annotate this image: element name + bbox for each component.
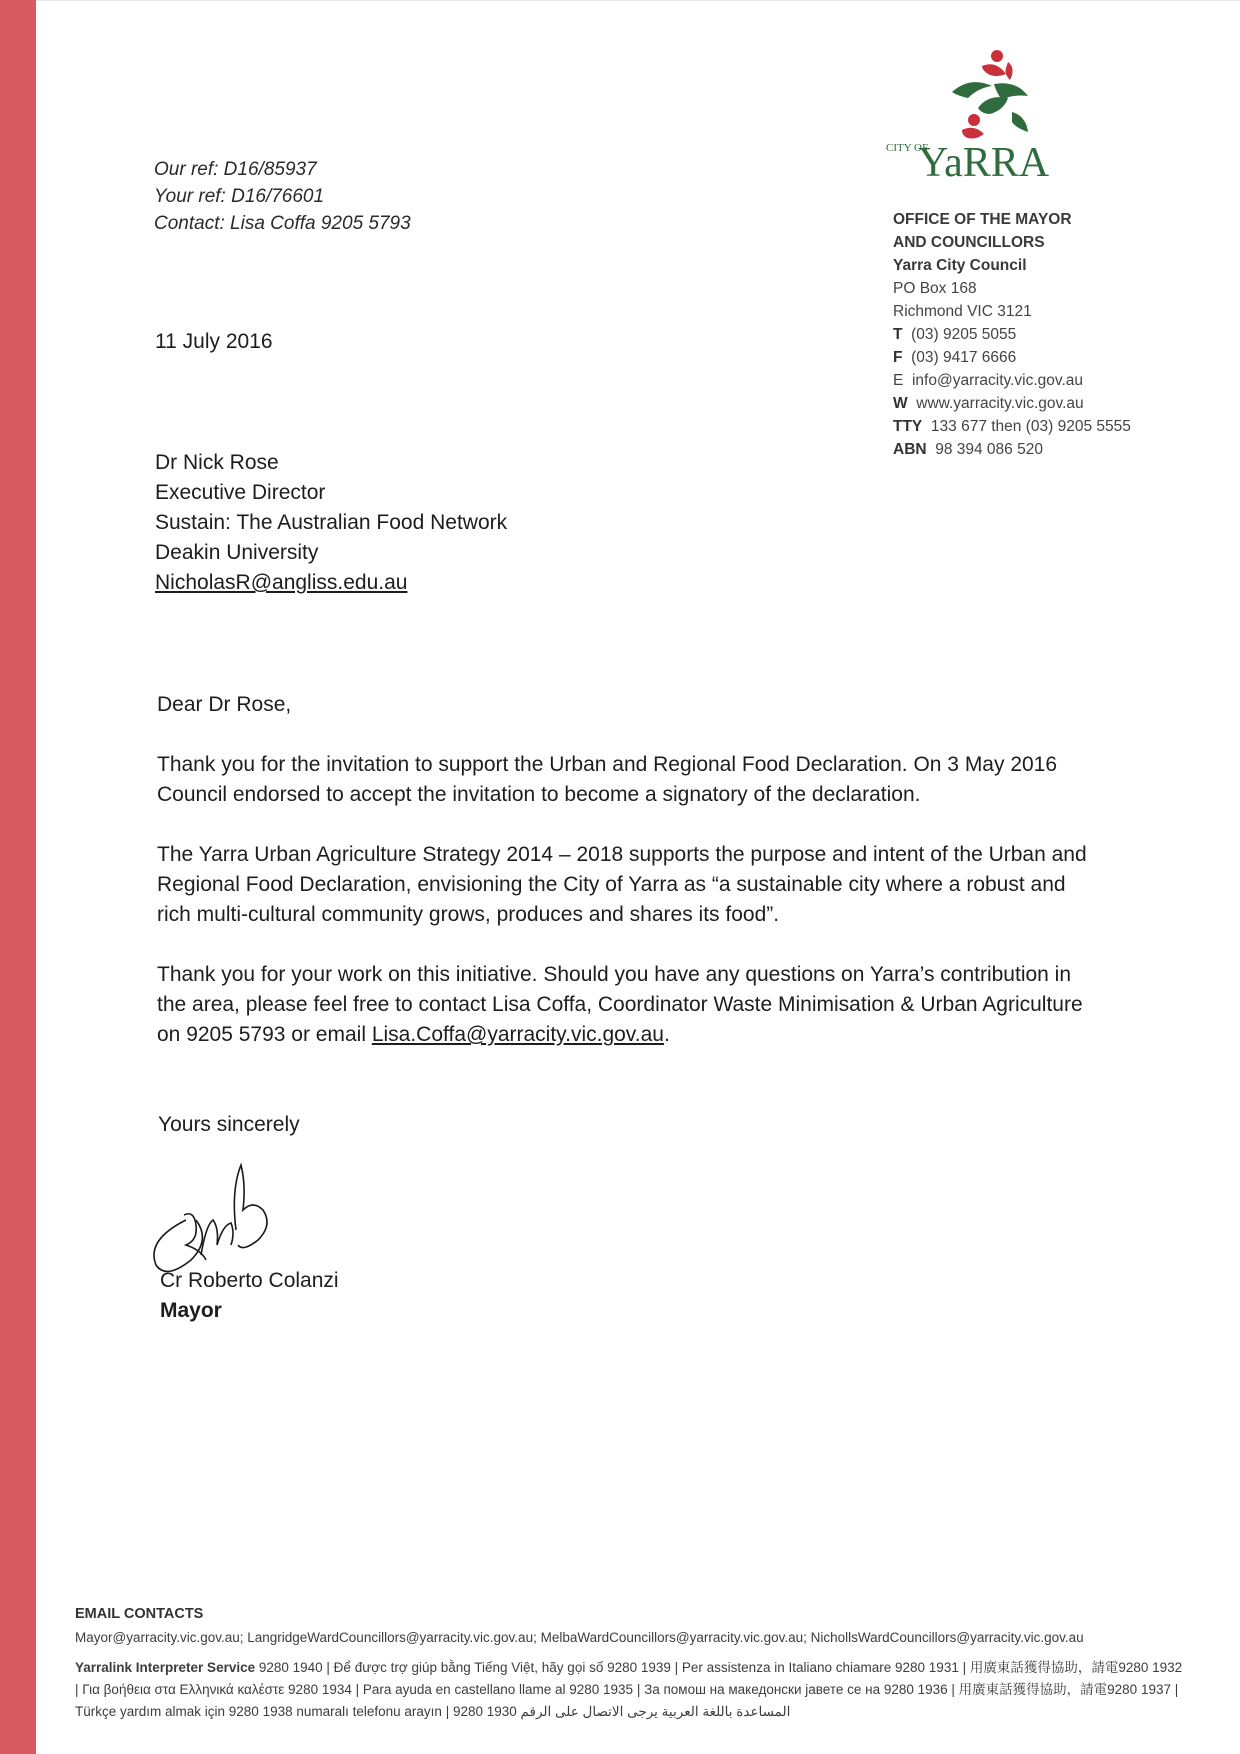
office-abn-row: ABN 98 394 086 520 [893, 441, 1043, 458]
recipient-email-link[interactable]: NicholasR@angliss.edu.au [155, 571, 408, 594]
signer-title: Mayor [160, 1299, 222, 1322]
signer-name: Cr Roberto Colanzi [160, 1269, 339, 1292]
office-abn: 98 394 086 520 [935, 441, 1043, 458]
letter-date: 11 July 2016 [155, 330, 273, 353]
logo-figures-icon [952, 50, 1028, 139]
recipient-block [155, 448, 507, 598]
city-of-yarra-logo [882, 48, 1062, 198]
page-top-edge [0, 0, 1240, 1]
office-tty: 133 677 then (03) 9205 5555 [930, 418, 1131, 435]
office-fax-row: F (03) 9417 6666 [893, 349, 1017, 366]
paragraph-3: Thank you for your work on this initiative. Should you have any questions on Yarra’s contribution in the area, please feel free to contact Lisa Coffa, Coordinator Waste Minimisation & Urban Agriculture on 9205 5793 or email Lisa.Coffa@yarracity.vic.gov.au. [157, 963, 1083, 1046]
letter-body [157, 690, 1087, 1080]
office-line-1: OFFICE OF THE MAYOR [893, 211, 1072, 228]
interpreter-label: Yarralink Interpreter Service [75, 1660, 256, 1675]
letterhead-red-bar [0, 0, 36, 1754]
office-phone-row: T (03) 9205 5055 [893, 326, 1017, 343]
reference-block [154, 156, 411, 237]
office-email-row: E info@yarracity.vic.gov.au [893, 372, 1084, 389]
office-council: Yarra City Council [893, 257, 1027, 274]
our-ref: Our ref: D16/85937 [154, 159, 317, 180]
office-address-block [893, 208, 1131, 461]
office-po-box: PO Box 168 [893, 280, 977, 297]
paragraph-3-text: Thank you for your work on this initiative. Should you have any questions on Yarra’s contribution in the area, please feel free to contact Lisa Coffa, Coordinator Waste Minimisation & Urban Agriculture on 9205 5793 or email [157, 963, 1083, 1046]
closing: Yours sincerely [158, 1113, 300, 1136]
footer-email-contacts: Mayor@yarracity.vic.gov.au; LangridgeWardCouncillors@yarracity.vic.gov.au; MelbaWardCouncillors@yarracity.vic.gov.au; NichollsWardCouncillors@yarracity.vic.gov.au [75, 1630, 1084, 1645]
office-phone: (03) 9205 5055 [911, 326, 1017, 343]
office-fax: (03) 9417 6666 [911, 349, 1017, 366]
paragraph-1: Thank you for the invitation to support the Urban and Regional Food Declaration. On 3 May 2016 Council endorsed to accept the invitation to become a signatory of the declaration. [157, 753, 1058, 806]
footer [75, 1603, 1185, 1723]
your-ref: Your ref: D16/76601 [154, 186, 325, 207]
interpreter-text: 9280 1940 | Để được trợ giúp bằng Tiếng Việt, hãy gọi số 9280 1939 | Per assistenza in Italiano chiamare 9280 1931 | 用廣東話獲得協助，請電9280 1932 | Για βοήθεια στα Ελληνικά καλέστε 9280 1934 | Para ayuda en castellano llame al 9280 1935 | За помош на македонски јавете се на 9280 1936 | 用廣東話獲得協助，請電9280 1937 | Türkçe yardım almak için 9280 1938 numaralı telefonu arayın | 9280 1930 المساعدة باللغة العربية يرجى الاتصال على الرقم [75, 1660, 1183, 1719]
office-web-row: W www.yarracity.vic.gov.au [893, 395, 1084, 412]
handwritten-signature [146, 1160, 306, 1275]
office-web[interactable]: www.yarracity.vic.gov.au [916, 395, 1084, 412]
logo-yarra: YaRRA [918, 140, 1050, 186]
logo-city-of: CITY OF [886, 142, 929, 154]
office-tty-row: TTY 133 677 then (03) 9205 5555 [893, 418, 1131, 435]
recipient-title: Executive Director [155, 481, 326, 504]
contact-ref: Contact: Lisa Coffa 9205 5793 [154, 213, 411, 234]
footer-heading: EMAIL CONTACTS [75, 1606, 204, 1622]
recipient-name: Dr Nick Rose [155, 451, 279, 474]
paragraph-2: The Yarra Urban Agriculture Strategy 2014 – 2018 supports the purpose and intent of the Urban and Regional Food Declaration, envisioning the City of Yarra as “a sustainable city where a robust and rich multi-cultural community grows, produces and shares its food”. [157, 843, 1087, 926]
office-line-2: AND COUNCILLORS [893, 234, 1045, 251]
office-email[interactable]: info@yarracity.vic.gov.au [911, 372, 1084, 389]
recipient-org: Sustain: The Australian Food Network [155, 511, 508, 534]
signer-block [160, 1266, 339, 1326]
footer-interpreter-service [75, 1657, 1185, 1723]
contact-email-link[interactable]: Lisa.Coffa@yarracity.vic.gov.au [371, 1023, 664, 1046]
salutation: Dear Dr Rose, [157, 693, 292, 716]
office-suburb: Richmond VIC 3121 [893, 303, 1032, 320]
recipient-institution: Deakin University [155, 541, 319, 564]
